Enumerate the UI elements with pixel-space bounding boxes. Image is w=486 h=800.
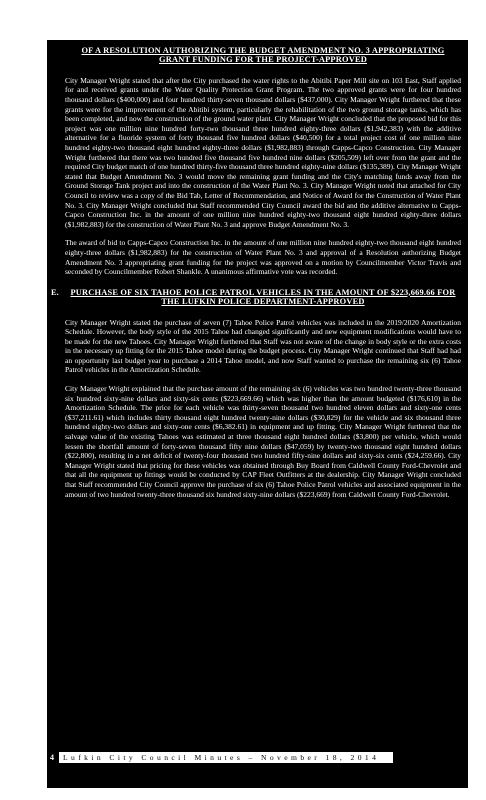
section-d-heading: OF A RESOLUTION AUTHORIZING THE BUDGET AMENDMENT NO. 3 APPROPRIATING GRANT FUNDING FOR THE PROJECT-APPROVED <box>81 46 445 65</box>
footer-title: Lufkin City Council Minutes – November 18, 2014 <box>59 752 393 763</box>
section-e-heading-block <box>51 287 461 307</box>
page-number: 4 <box>50 753 54 762</box>
section-e-paragraph-1: City Manager Wright stated the purchase of seven (7) Tahoe Police Patrol vehicles was included in the 2019/2020 Amortization Schedule. However, the body style of the 2015 Tahoe had changed significantly and new equipment modifications would have to be made for the new Tahoes. City Manager Wright furthered that Staff was not aware of the change in body style or the extra costs in the necessary up fitting for the 2015 Tahoe model during the budget process. City Manager Wright continued that Staff had had an opportunity last budget year to purchase a 2014 Tahoe model, and now Staff wanted to purchase the remaining six (6) Tahoe Patrol vehicles in the Amortization Schedule. <box>65 317 461 375</box>
section-d-heading-block <box>65 46 461 65</box>
section-e-heading: PURCHASE OF SIX TAHOE POLICE PATROL VEHICLES IN THE AMOUNT OF $223,669.66 FOR THE LUFKIN POLICE DEPARTMENT-APPROVED <box>70 287 456 307</box>
document-page <box>47 40 468 788</box>
section-e-letter: E. <box>51 287 59 297</box>
document-body <box>51 46 461 499</box>
section-e-paragraph-2: City Manager Wright explained that the purchase amount of the remaining six (6) vehicles was two hundred twenty-three thousand six hundred sixty-nine dollars and sixty-six cents ($223,669.66) which was higher than the amount budgeted ($176,610) in the Amortization Schedule. The price for each vehicle was thirty-seven thousand two hundred eleven dollars and sixty-one cents ($37,211.61) which includes thirty thousand eight hundred twenty-nine dollars ($30,829) for the vehicle and six thousand three hundred eighty-two dollars and sixty-one cents ($6,382.61) in equipment and up fitting. City Manager Wright furthered that the salvage value of the existing Tahoes was estimated at three thousand eight hundred dollars ($3,800) per vehicle, which would lessen the shortfall amount of forty-seven thousand fifty nine dollars ($47,059) by twenty-two thousand eight hundred dollars ($22,800), resulting in a net deficit of twenty-four thousand two hundred fifty-nine dollars and sixty-six cents ($24,259.66). City Manager Wright stated that pricing for these vehicles was obtained through Buy Board from Caldwell County Ford-Chevrolet and that all the equipment up fittings would be conducted by CAP Fleet Outfitters at the dealership. City Manager Wright concluded that Staff recommended City Council approve the purchase of six (6) Tahoe Police Patrol vehicles and associated equipment in the amount of two hundred twenty-three thousand six hundred sixty-nine dollars ($223,669) from Caldwell County Ford-Chevrolet. <box>65 384 461 499</box>
page-footer <box>47 752 468 764</box>
section-d-paragraph-2: The award of bid to Capps-Capco Construction Inc. in the amount of one million nine hundred eighty-two thousand eight hundred eighty-three dollars ($1,982,883) for the construction of Water Plant No. 3 and approval of a Resolution authorizing Budget Amendment No. 3 appropriating grant funding for the project was approved on a motion by Councilmember Victor Travis and seconded by Councilmember Robert Shankle. A unanimous affirmative vote was recorded. <box>65 238 461 277</box>
section-d-paragraph-1: City Manager Wright stated that after the City purchased the water rights to the Abitibi Paper Mill site on 103 East, Staff applied for and received grants under the Water Quality Protection Grant Program. The two approved grants were for four hundred thousand dollars ($400,000) and four hundred thirty-seven thousand dollars ($437,000). City Manager Wright furthered that these grants were for the improvement of the Abitibi system, particularly the rehabilitation of the two ground storage tanks, which has been completed, and now the construction of the ground water plant. City Manager Wright concluded that the proposed bid for this project was one million nine hundred forty-two thousand three hundred eighty-three dollars ($1,942,383) with the additive alternative for a fluoride system of forty thousand five hundred dollars ($40,500) for a total project cost of one million nine hundred eighty-two thousand eight hundred eighty-three dollars ($1,982,883) through Capps-Capco Construction. City Manager Wright furthered that there was two hundred five thousand five hundred nine dollars ($205,509) left over from the grant and the required City budget match of one hundred thirty-five thousand three hundred eighty-nine dollars ($135,389). City Manager Wright stated that Budget Amendment No. 3 would move the remaining grant funding and the City's matching funds away from the Ground Storage Tank project and into the construction of the Water Plant No. 3. City Manager Wright noted that attached for City Council to review was a copy of the Bid Tab, Letter of Recommendation, and Notice of Award for the Construction of Water Plant No. 3. City Manager Wright concluded that Staff recommended City Council award the bid and the additive alternative to Capps-Capco Construction Inc. in the amount of one million nine hundred eighty-two thousand eight hundred eighty-three dollars ($1,982,883) for the construction of Water Plant No. 3 and approve Budget Amendment No. 3. <box>65 75 461 229</box>
